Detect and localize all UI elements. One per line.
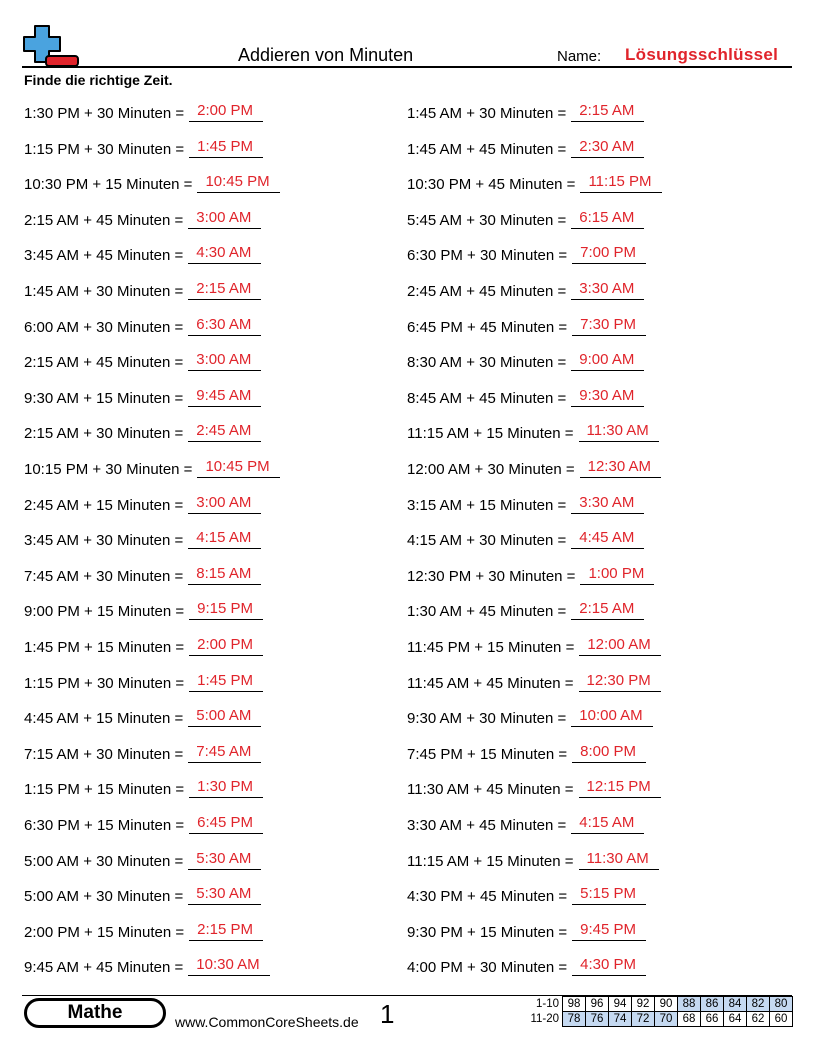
problem-item [407, 490, 644, 514]
answer-field[interactable]: 8:00 PM [572, 743, 646, 763]
problem-question: 11:30 AM + 45 Minuten = [407, 781, 574, 799]
problem-question: 1:45 AM + 30 Minuten = [24, 283, 184, 300]
problem-item [24, 418, 261, 442]
header-divider [22, 66, 792, 68]
problem-item [407, 810, 644, 834]
problem-question: 11:45 PM + 15 Minuten = [407, 639, 575, 656]
problem-question: 4:00 PM + 30 Minuten = [407, 959, 568, 977]
problem-question: 1:30 PM + 30 Minuten = [24, 105, 185, 122]
answer-field[interactable]: 1:45 PM [189, 138, 263, 158]
problem-question: 6:00 AM + 30 Minuten = [24, 318, 184, 336]
answer-field[interactable]: 5:30 AM [188, 885, 261, 905]
answer-field[interactable]: 4:45 AM [571, 529, 644, 549]
problem-item [407, 205, 644, 229]
problem-item [24, 240, 261, 264]
problem-item [24, 276, 261, 300]
problem-question: 1:45 AM + 30 Minuten = [407, 105, 567, 122]
problem-question: 1:45 PM + 15 Minuten = [24, 639, 185, 656]
answer-field[interactable]: 1:45 PM [189, 672, 263, 692]
answer-field[interactable]: 2:15 AM [571, 600, 644, 620]
problem-question: 1:15 PM + 15 Minuten = [24, 781, 185, 799]
problem-question: 3:30 AM + 45 Minuten = [407, 817, 567, 834]
problem-question: 2:15 AM + 30 Minuten = [24, 425, 184, 443]
problem-question: 9:30 AM + 30 Minuten = [407, 710, 567, 728]
problem-question: 9:30 PM + 15 Minuten = [407, 923, 568, 941]
problem-question: 1:15 PM + 30 Minuten = [24, 140, 185, 158]
answer-field[interactable]: 11:30 AM [579, 850, 659, 870]
score-cell: 60 [770, 1012, 793, 1027]
problem-item [24, 205, 261, 229]
answer-field[interactable]: 3:30 AM [571, 280, 644, 300]
score-cell: 86 [701, 997, 724, 1012]
score-cell: 68 [678, 1012, 701, 1027]
answer-field[interactable]: 1:00 PM [580, 565, 654, 585]
answer-field[interactable]: 2:15 AM [571, 102, 644, 122]
answer-field[interactable]: 3:30 AM [571, 494, 644, 514]
problem-question: 8:45 AM + 45 Minuten = [407, 389, 567, 407]
problem-item [407, 881, 646, 905]
answer-field[interactable]: 4:30 PM [572, 956, 646, 976]
problem-item [407, 703, 653, 727]
answer-field[interactable]: 3:00 AM [188, 209, 261, 229]
answer-field[interactable]: 2:15 PM [189, 921, 263, 941]
problem-item [24, 952, 270, 976]
answer-field[interactable]: 7:45 AM [188, 743, 261, 763]
problem-item [407, 240, 646, 264]
problem-question: 9:45 AM + 45 Minuten = [24, 959, 184, 977]
problem-item [407, 383, 644, 407]
answer-field[interactable]: 7:30 PM [572, 316, 646, 336]
answer-field[interactable]: 10:00 AM [571, 707, 652, 727]
problem-item [24, 810, 263, 834]
score-cell: 70 [655, 1012, 678, 1027]
answer-field[interactable]: 10:45 PM [197, 173, 279, 193]
problem-item [407, 774, 661, 798]
score-table [527, 996, 793, 1027]
problem-item [407, 596, 644, 620]
problem-item [407, 276, 644, 300]
problem-item [24, 917, 263, 941]
answer-field[interactable]: 7:00 PM [572, 244, 646, 264]
problem-item [24, 596, 263, 620]
problem-item [24, 774, 263, 798]
problem-question: 6:30 PM + 30 Minuten = [407, 247, 568, 265]
problem-question: 1:30 AM + 45 Minuten = [407, 603, 567, 621]
problem-question: 12:00 AM + 30 Minuten = [407, 461, 575, 478]
problem-question: 11:15 AM + 15 Minuten = [407, 425, 574, 443]
answer-field[interactable]: 6:30 AM [188, 316, 261, 336]
problem-question: 5:00 AM + 30 Minuten = [24, 888, 184, 906]
answer-field[interactable]: 2:15 AM [188, 280, 261, 300]
score-cell: 92 [632, 997, 655, 1012]
problem-question: 7:45 AM + 30 Minuten = [24, 567, 184, 585]
score-cell: 84 [724, 997, 747, 1012]
problem-question: 2:45 AM + 15 Minuten = [24, 496, 184, 514]
name-label: Name: [557, 48, 602, 65]
problem-item [407, 454, 661, 478]
answer-field[interactable]: 5:15 PM [572, 885, 646, 905]
problem-question: 6:30 PM + 15 Minuten = [24, 817, 185, 834]
problem-item [407, 952, 646, 976]
answer-field[interactable]: 5:00 AM [188, 707, 261, 727]
score-cell: 82 [747, 997, 770, 1012]
problem-item [24, 454, 280, 478]
brand-badge: Mathe [24, 998, 166, 1028]
answer-field[interactable]: 4:15 AM [571, 814, 644, 834]
answer-field[interactable]: 2:30 AM [571, 138, 644, 158]
problem-question: 2:15 AM + 45 Minuten = [24, 211, 184, 229]
score-range-label: 11-20 [530, 1013, 559, 1025]
problem-question: 7:15 AM + 30 Minuten = [24, 745, 184, 763]
score-cell: 72 [632, 1012, 655, 1027]
score-cell: 78 [563, 1012, 586, 1027]
answer-field[interactable]: 2:00 PM [189, 636, 263, 656]
problem-item [407, 846, 659, 870]
page-number: 1 [380, 999, 395, 1029]
problem-item [24, 490, 261, 514]
problem-question: 4:15 AM + 30 Minuten = [407, 532, 567, 550]
problem-question: 5:45 AM + 30 Minuten = [407, 211, 567, 229]
problem-question: 2:00 PM + 15 Minuten = [24, 923, 185, 941]
answer-field[interactable]: 3:00 AM [188, 351, 261, 371]
problem-question: 12:30 PM + 30 Minuten = [407, 567, 576, 585]
problem-question: 2:45 AM + 45 Minuten = [407, 283, 567, 300]
problem-item [407, 169, 662, 193]
score-row [527, 997, 793, 1012]
answer-field[interactable]: 12:30 AM [580, 458, 661, 478]
score-cell: 80 [770, 997, 793, 1012]
problem-item [24, 703, 261, 727]
answer-field[interactable]: 12:30 PM [579, 672, 661, 692]
problem-item [407, 347, 644, 371]
score-cell: 94 [609, 997, 632, 1012]
answer-field[interactable]: 9:30 AM [571, 387, 644, 407]
problem-item [24, 739, 261, 763]
answer-field[interactable]: 3:00 AM [188, 494, 261, 514]
problem-question: 8:30 AM + 30 Minuten = [407, 354, 567, 372]
page-title: Addieren von Minuten [238, 45, 414, 65]
answer-field[interactable]: 8:15 AM [188, 565, 261, 585]
problem-item [24, 98, 263, 122]
problem-question: 10:30 PM + 45 Minuten = [407, 176, 576, 194]
score-cell: 64 [724, 1012, 747, 1027]
answer-field[interactable]: 11:30 AM [579, 422, 659, 442]
answer-field[interactable]: 10:30 AM [188, 956, 269, 976]
problem-item [407, 525, 644, 549]
problem-item [24, 347, 261, 371]
problem-question: 9:30 AM + 15 Minuten = [24, 389, 184, 407]
problem-item [407, 739, 646, 763]
problem-question: 4:45 AM + 15 Minuten = [24, 710, 184, 728]
problem-question: 2:15 AM + 45 Minuten = [24, 354, 184, 372]
answer-field[interactable]: 12:15 PM [579, 778, 661, 798]
answer-field[interactable]: 11:15 PM [580, 173, 661, 193]
problem-item [407, 561, 654, 585]
problem-item [24, 525, 261, 549]
problem-item [24, 383, 261, 407]
problem-question: 7:45 PM + 15 Minuten = [407, 745, 568, 763]
instructions: Finde die richtige Zeit. [24, 72, 173, 88]
problem-question: 5:00 AM + 30 Minuten = [24, 852, 184, 870]
plus-minus-logo-icon [22, 24, 80, 68]
score-cell: 74 [609, 1012, 632, 1027]
problem-question: 9:00 PM + 15 Minuten = [24, 603, 185, 621]
problem-item [24, 881, 261, 905]
score-cell: 66 [701, 1012, 724, 1027]
answer-field[interactable]: 4:15 AM [188, 529, 261, 549]
answer-field[interactable]: 12:00 AM [579, 636, 660, 656]
problem-item [24, 169, 280, 193]
problem-question: 1:15 PM + 30 Minuten = [24, 674, 185, 692]
answer-field[interactable]: 10:45 PM [197, 458, 279, 478]
score-cell: 88 [678, 997, 701, 1012]
problem-question: 11:45 AM + 45 Minuten = [407, 674, 574, 692]
score-cell: 98 [563, 997, 586, 1012]
problem-item [24, 846, 261, 870]
problem-item [407, 418, 659, 442]
problem-item [407, 312, 646, 336]
answer-field[interactable]: 2:00 PM [189, 102, 263, 122]
problem-question: 3:45 AM + 30 Minuten = [24, 532, 184, 550]
problem-question: 3:15 AM + 15 Minuten = [407, 496, 567, 514]
problem-item [407, 98, 644, 122]
problem-item [24, 561, 261, 585]
answer-field[interactable]: 5:30 AM [188, 850, 261, 870]
answer-field[interactable]: 9:00 AM [571, 351, 644, 371]
answer-field[interactable]: 1:30 PM [189, 778, 263, 798]
answer-field[interactable]: 6:45 PM [189, 814, 263, 834]
problem-item [24, 632, 263, 656]
score-cell: 90 [655, 997, 678, 1012]
problem-item [24, 312, 261, 336]
score-cell: 62 [747, 1012, 770, 1027]
score-cell: 96 [586, 997, 609, 1012]
problem-question: 10:15 PM + 30 Minuten = [24, 461, 193, 478]
problem-item [407, 632, 661, 656]
website-url: www.CommonCoreSheets.de [175, 1014, 359, 1030]
score-row [527, 1012, 793, 1027]
problem-item [24, 668, 263, 692]
score-cell: 76 [586, 1012, 609, 1027]
problem-question: 10:30 PM + 15 Minuten = [24, 176, 193, 194]
answer-field[interactable]: 4:30 AM [188, 244, 261, 264]
problem-question: 4:30 PM + 45 Minuten = [407, 888, 568, 906]
problem-question: 6:45 PM + 45 Minuten = [407, 318, 568, 336]
problem-question: 3:45 AM + 45 Minuten = [24, 247, 184, 265]
answer-field[interactable]: 9:45 AM [188, 387, 261, 407]
answer-field[interactable]: 9:45 PM [572, 921, 646, 941]
name-value: Lösungsschlüssel [625, 45, 779, 64]
answer-field[interactable]: 6:15 AM [571, 209, 644, 229]
problem-item [407, 668, 661, 692]
problem-question: 1:45 AM + 45 Minuten = [407, 140, 567, 158]
problem-item [24, 134, 263, 158]
problem-item [407, 134, 644, 158]
problem-item [407, 917, 646, 941]
problem-question: 11:15 AM + 15 Minuten = [407, 852, 574, 870]
answer-field[interactable]: 9:15 PM [189, 600, 263, 620]
score-range-label: 1-10 [535, 998, 559, 1010]
answer-field[interactable]: 2:45 AM [188, 422, 261, 442]
